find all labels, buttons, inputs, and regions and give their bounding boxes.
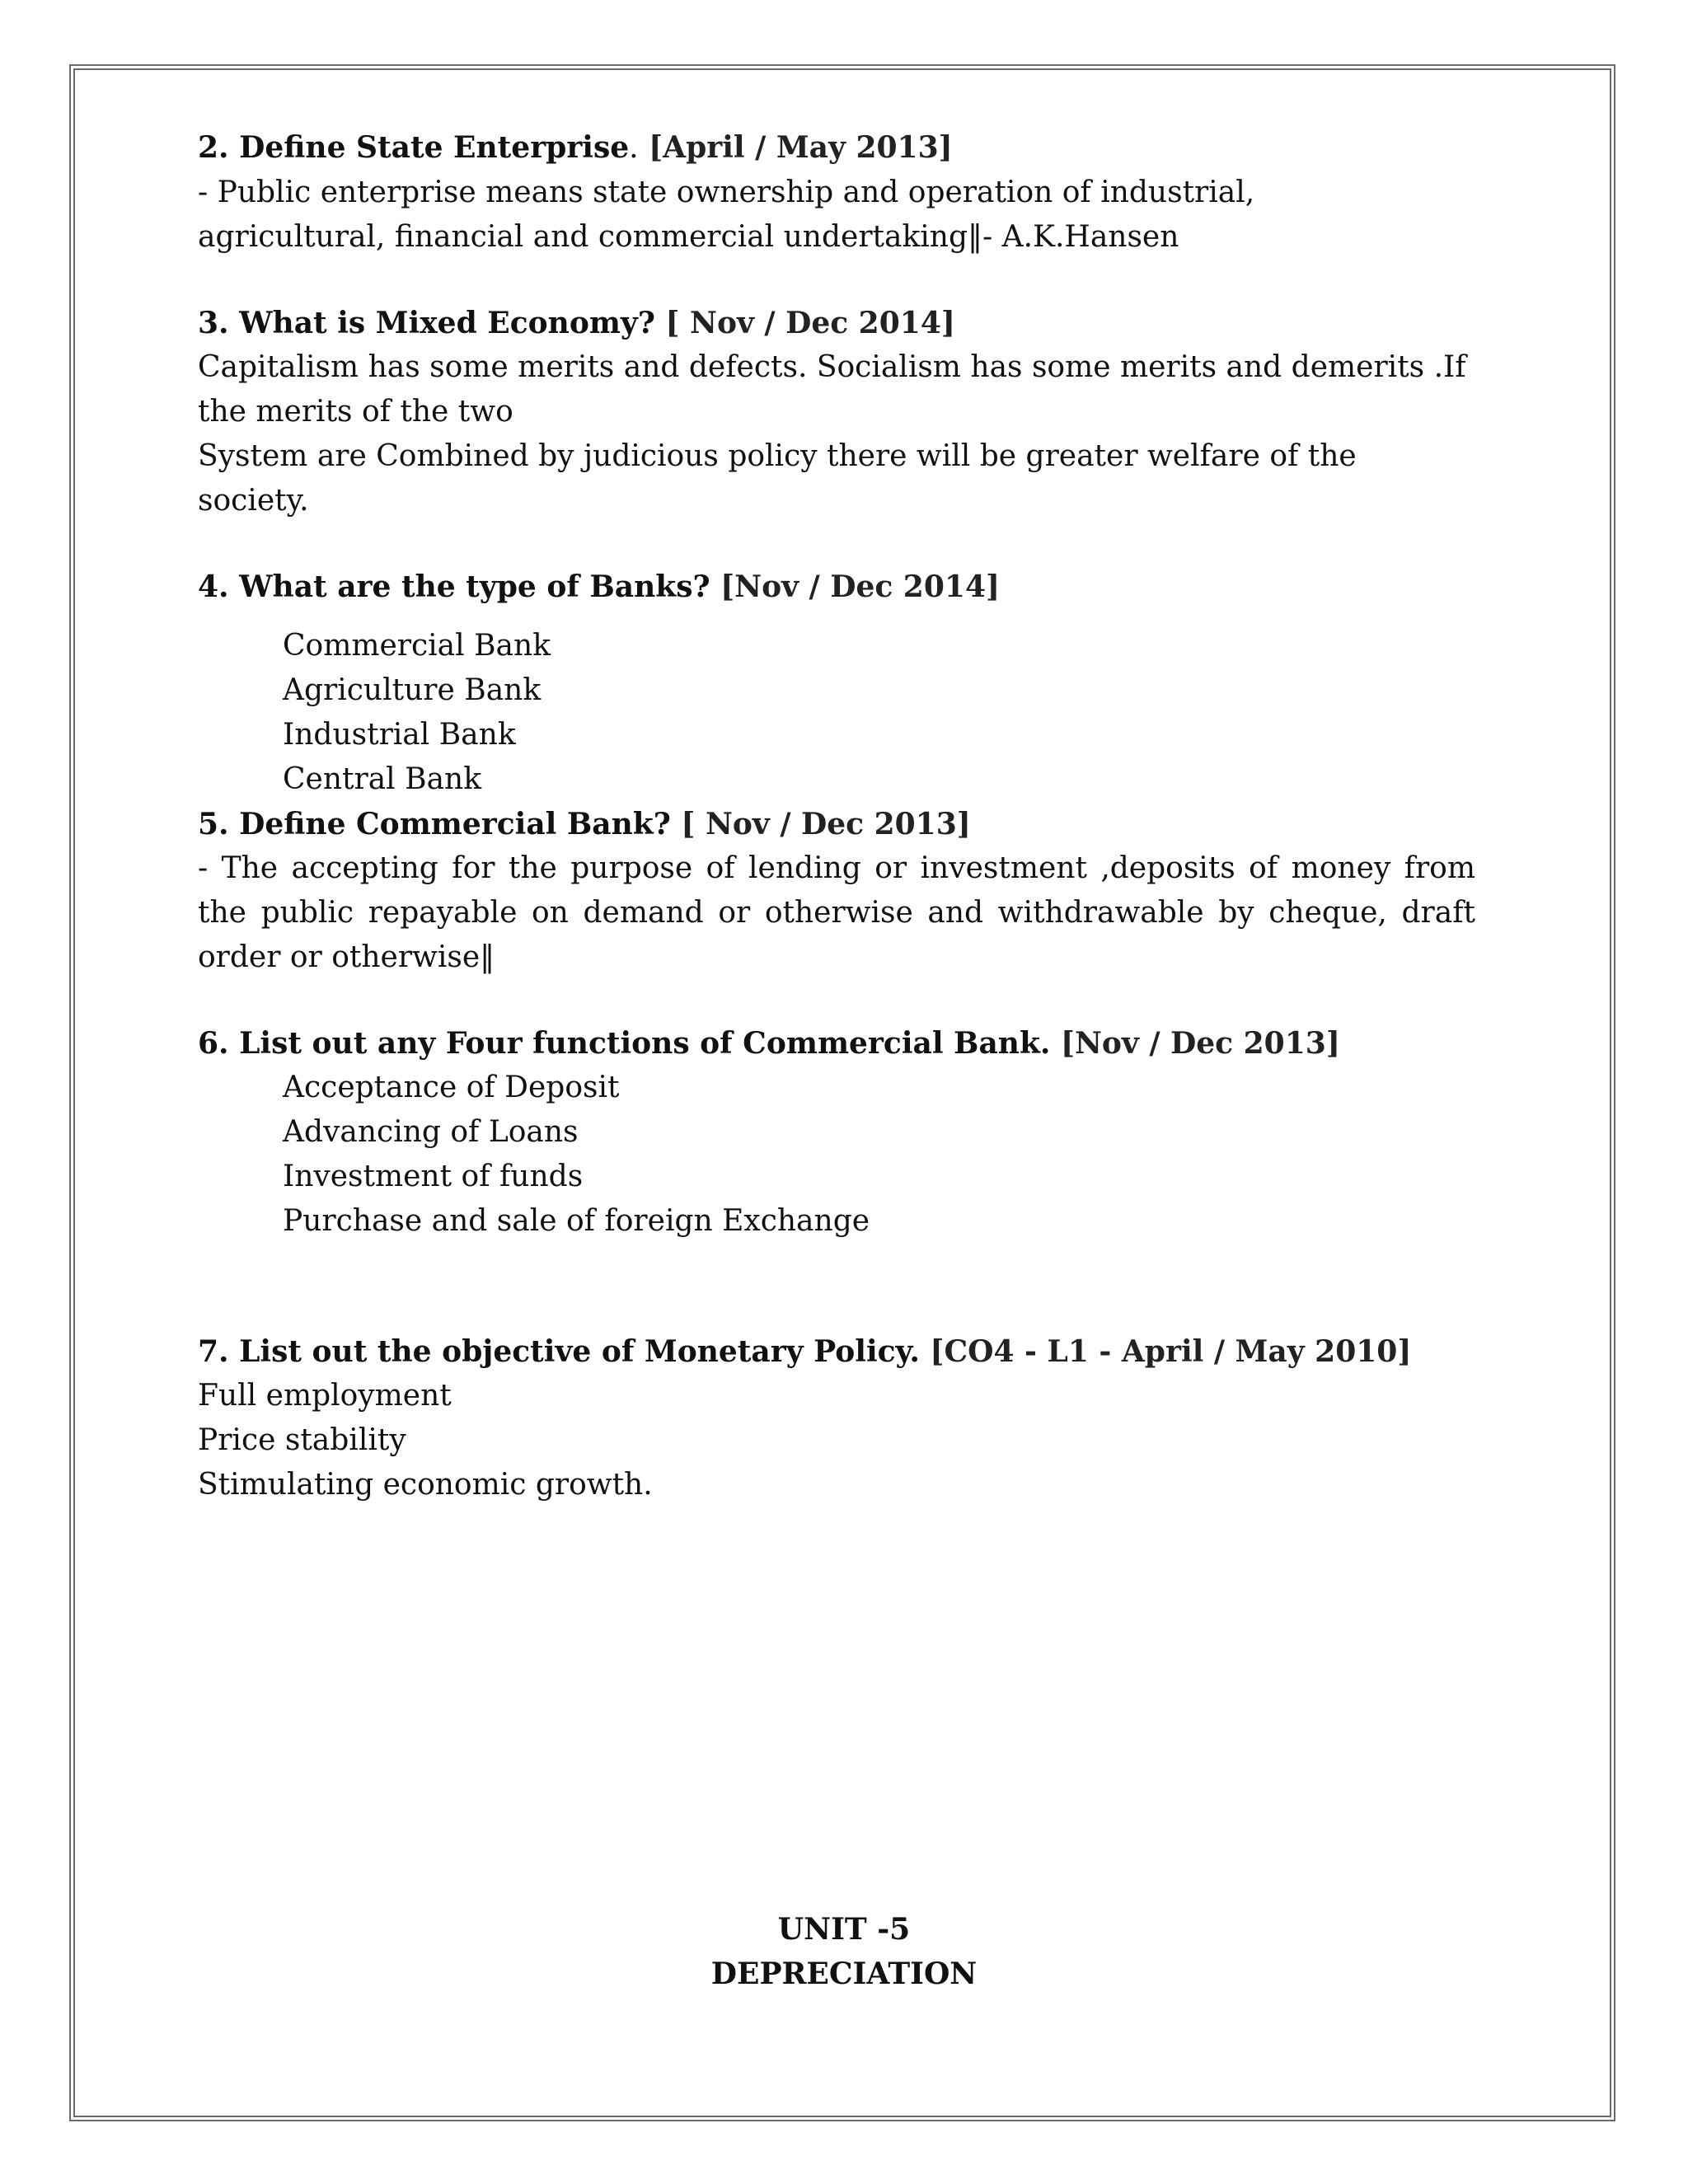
list-item: Industrial Bank — [283, 718, 516, 752]
question-4-heading — [198, 565, 1475, 609]
question-5-answer: - The accepting for the purpose of lending or investment ,deposits of money from the public repayable on demand or otherwise and withdrawable by cheque, draft order or otherwise‖ — [198, 851, 1475, 974]
question-7-title: 7. List out the objective of Monetary Policy. — [198, 1334, 920, 1369]
list-item: Commercial Bank — [283, 629, 551, 663]
list-item: Central Bank — [283, 762, 482, 796]
list-item: Advancing of Loans — [283, 1115, 579, 1149]
question-2-answer: - Public enterprise means state ownership and operation of industrial, agricultural, financial and commercial undertaking‖- A.K.Hansen — [198, 176, 1255, 254]
unit-heading — [0, 1907, 1688, 1996]
bank-functions-list — [198, 1066, 1475, 1244]
question-2-heading — [198, 125, 1475, 171]
list-item: Price stability — [198, 1423, 406, 1457]
list-item: Agriculture Bank — [283, 673, 542, 707]
unit-number: UNIT -5 — [777, 1912, 911, 1947]
question-3-title: 3. What is Mixed Economy? — [198, 306, 655, 340]
bank-types-list — [198, 624, 1475, 802]
question-7-tag: [CO4 - L1 - April / May 2010] — [919, 1334, 1412, 1369]
question-3-tag: [ Nov / Dec 2014] — [654, 306, 955, 340]
unit-name: DEPRECIATION — [710, 1957, 978, 1991]
question-5-heading — [198, 802, 1475, 846]
question-2-tag: [April / May 2013] — [638, 130, 953, 165]
question-3-heading — [198, 301, 1475, 345]
document-body — [198, 125, 1475, 1507]
question-5-title: 5. Define Commercial Bank? — [198, 807, 671, 841]
monetary-objectives-list — [198, 1374, 1475, 1507]
list-item: Acceptance of Deposit — [283, 1071, 620, 1104]
question-6-tag: [Nov / Dec 2013] — [1050, 1026, 1340, 1061]
question-6-heading — [198, 1021, 1475, 1066]
question-2-dot: . — [629, 131, 639, 165]
question-4-tag: [Nov / Dec 2014] — [710, 569, 1001, 604]
question-6-title: 6. List out any Four functions of Commercial Bank. — [198, 1026, 1051, 1061]
list-item: Full employment — [198, 1379, 452, 1413]
list-item: Investment of funds — [283, 1160, 584, 1193]
question-2-title: 2. Define State Enterprise — [198, 130, 630, 165]
list-item: Purchase and sale of foreign Exchange — [283, 1204, 870, 1238]
question-4-title: 4. What are the type of Banks? — [198, 569, 710, 604]
question-3-answer-line-1: Capitalism has some merits and defects. Socialism has some merits and demerits .If the merits of the two — [198, 350, 1466, 429]
list-item: Stimulating economic growth. — [198, 1468, 653, 1502]
question-7-heading — [198, 1329, 1475, 1374]
question-5-tag: [ Nov / Dec 2013] — [670, 807, 971, 841]
question-3-answer-line-2: System are Combined by judicious policy there will be greater welfare of the society. — [198, 439, 1357, 518]
